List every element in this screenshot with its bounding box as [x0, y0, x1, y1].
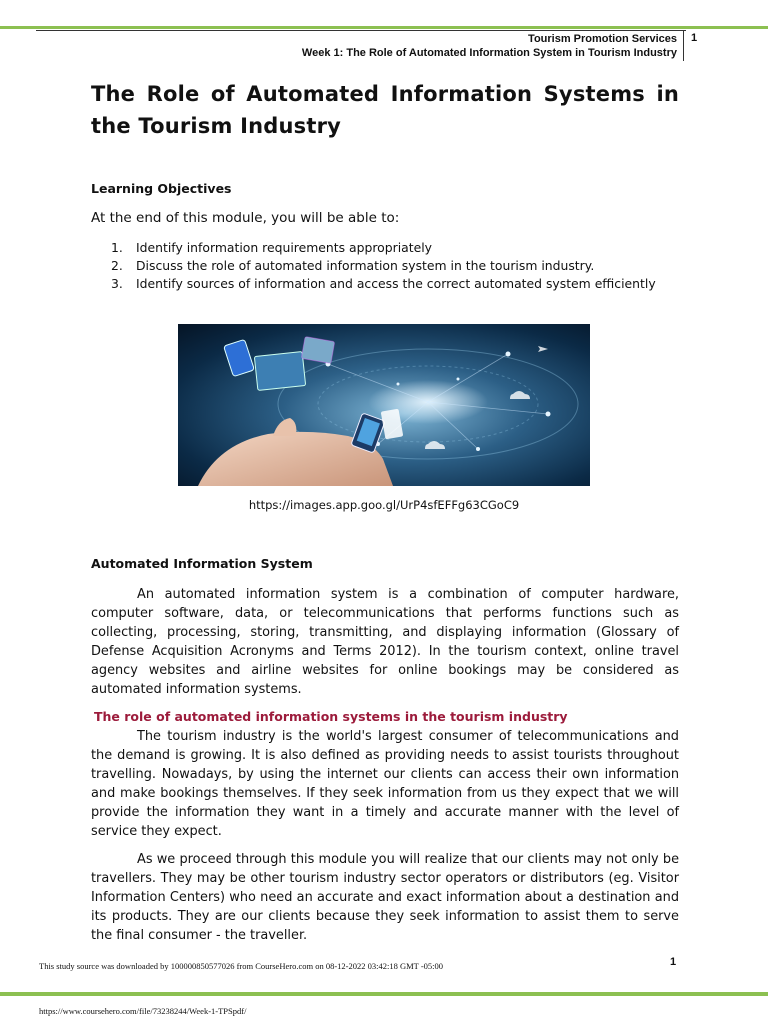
objectives-list [91, 239, 679, 293]
role-heading: The role of automated information systems in the tourism industry [94, 709, 568, 724]
list-item [91, 257, 679, 275]
header-page-number: 1 [691, 32, 698, 44]
header-course: Tourism Promotion Services [528, 33, 677, 45]
hero-image [178, 324, 590, 486]
list-item-number: 3. [111, 276, 123, 291]
list-item-number: 2. [111, 258, 123, 273]
list-item [91, 239, 679, 257]
learning-objectives-heading: Learning Objectives [91, 181, 232, 196]
network-hands-illustration [178, 324, 590, 486]
page-title: The Role of Automated Information Systems in the Tourism Industry [91, 82, 679, 138]
ais-paragraph [91, 585, 679, 699]
role-paragraph-2 [91, 850, 679, 945]
objectives-intro: At the end of this module, you will be able to: [91, 210, 400, 226]
source-url[interactable]: https://www.coursehero.com/file/73238244/Week-1-TPSpdf/ [39, 1006, 247, 1016]
download-note: This study source was downloaded by 100000850577026 from CourseHero.com on 08-12-2022 03:42:18 GMT -05:00 [39, 961, 444, 971]
running-header [302, 32, 677, 60]
image-caption: https://images.app.goo.gl/UrP4sfEFFg63CGoC9 [248, 498, 520, 512]
role-paragraph-1 [91, 727, 679, 841]
header-separator [683, 31, 684, 61]
ais-paragraph-text: An automated information system is a combination of computer hardware, computer software, data, or telecommunications that performs functions such as collecting, processing, storing, transmitting, and displaying information (Glossary of Defense Acquisition Acronyms and Terms 2012). In the tourism context, online travel agency websites and airline websites for online bookings may be considered as automated information systems. [91, 587, 679, 697]
footer-accent-rule [0, 992, 768, 996]
header-week-title: Week 1: The Role of Automated Information System in Tourism Industry [301, 47, 677, 59]
role-paragraph-1-text: The tourism industry is the world's largest consumer of telecommunications and the demand is growing. It is also defined as providing needs to assist tourists throughout travelling. Nowadays, by using the internet our clients can access their own information and make bookings themselves. If they seek information from us they expect that we will provide the information they want in a timely and accurate manner with the level of service they expect. [91, 729, 679, 839]
list-item-number: 1. [111, 240, 123, 255]
list-item [91, 275, 679, 293]
list-item-text: Identify information requirements appropriately [136, 240, 432, 255]
footer-page-number: 1 [670, 956, 677, 968]
list-item-text: Discuss the role of automated information system in the tourism industry. [136, 258, 595, 273]
role-paragraph-2-text: As we proceed through this module you will realize that our clients may not only be travellers. They may be other tourism industry sector operators or distributors (eg. Visitor Information Centers) who need an accurate and exact information about a destination and its products. They are our clients because they seek information to assist them to serve the final consumer - the traveller. [91, 852, 679, 943]
ais-heading: Automated Information System [91, 556, 313, 571]
list-item-text: Identify sources of information and access the correct automated system efficiently [136, 276, 656, 291]
header-divider [36, 30, 686, 31]
header-accent-rule [0, 26, 768, 29]
